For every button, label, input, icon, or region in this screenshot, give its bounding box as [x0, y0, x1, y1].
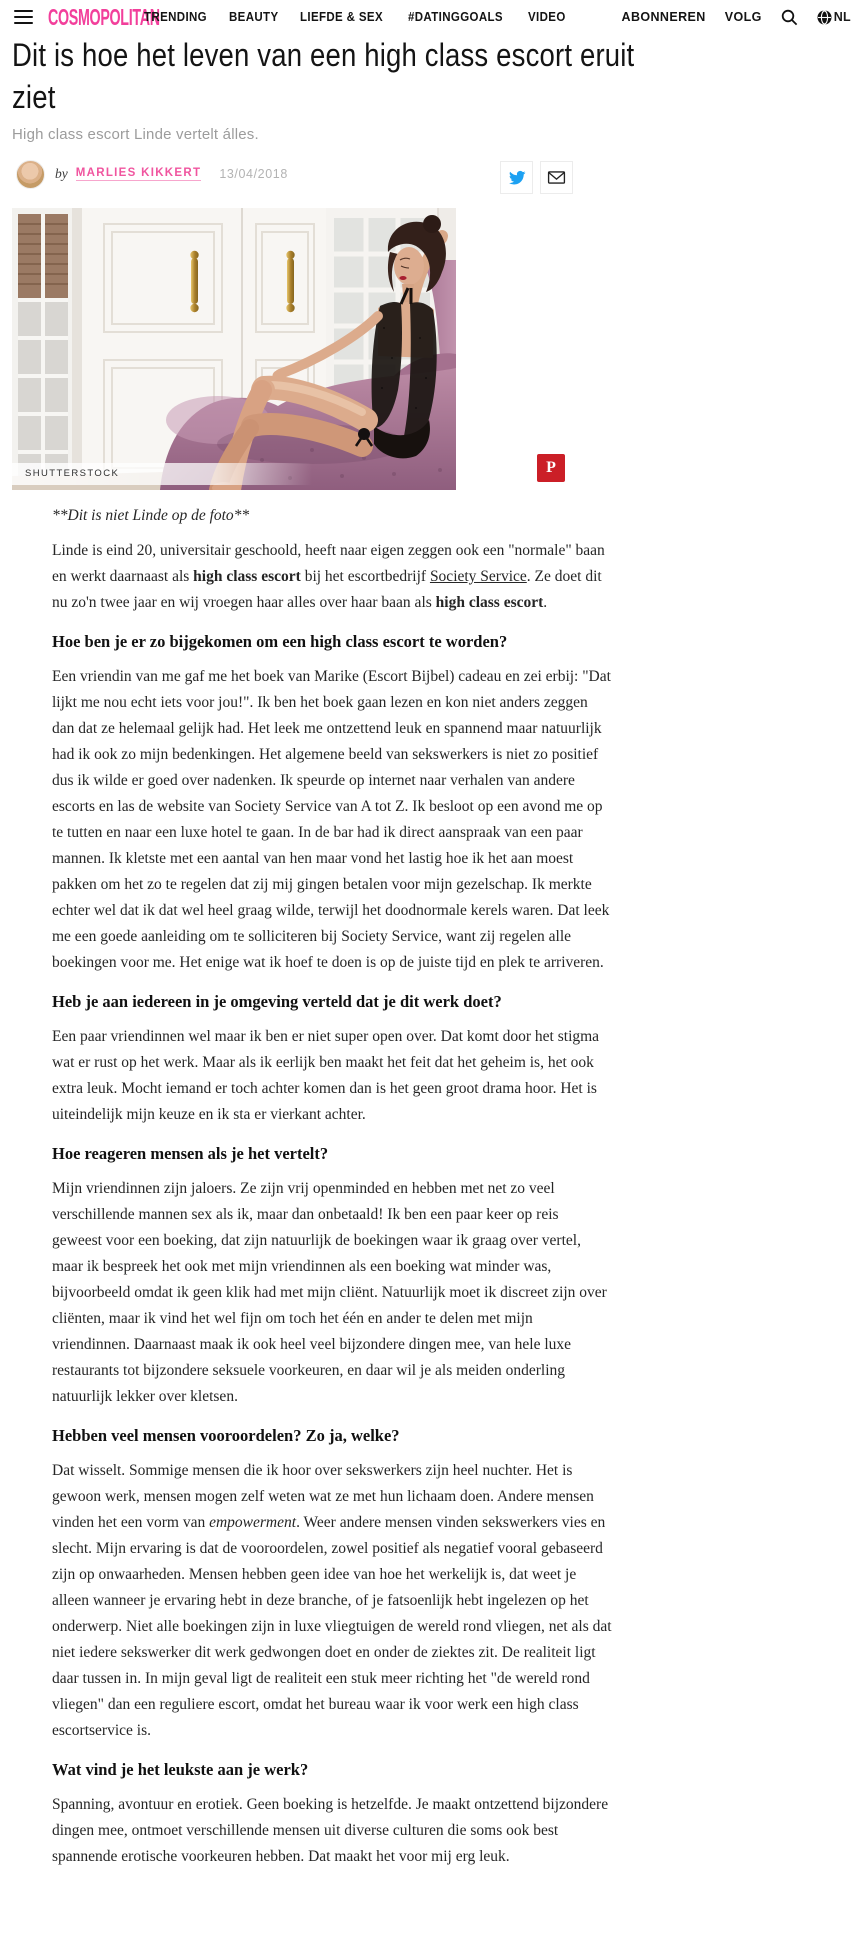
question-heading: [52, 988, 612, 1015]
text-run: Wat vind je het leukste aan je werk?: [52, 1760, 309, 1779]
byline-prefix: by: [55, 166, 68, 181]
share-twitter-button[interactable]: [500, 161, 533, 194]
nav-link-trending[interactable]: TRENDING: [144, 10, 208, 24]
nav-link-video[interactable]: VIDEO: [527, 10, 566, 24]
text-run: Mijn vriendinnen zijn jaloers. Ze zijn vrij openminded en hebben met net zo veel verschillende mannen sex als ik, maar dan onbetaald! Ik ben een paar keer op reis geweest voor een boeking, dat zijn natuurlijk de boekingen waar ik graag over vertel, maar ik bespreek het ook met mijn vriendinnen als een boeking wat minder was, bijvoorbeeld omdat ik geen klik had met mijn cliënt. Natuurlijk moet ik discreet zijn over cliënten, maar ik vind het wel fijn om toch het één en ander te delen met mijn vriendinnen. Daarnaast maak ik ook heel veel bijzondere dingen mee, van hele luxe restaurants tot bijzondere seksuele voorkeuren, en daar wil je als meiden onderling natuurlijk lekker over kletsen.: [52, 1180, 607, 1405]
article-subtitle: High class escort Linde vertelt álles.: [12, 126, 259, 143]
menu-icon[interactable]: [14, 10, 33, 24]
text-run: Een vriendin van me gaf me het boek van Marike (Escort Bijbel) cadeau en zei erbij: "Dat lijkt me nou echt iets voor jou!". Ik ben het boek gaan lezen en kon niet anders zeggen dan dat ze helemaal gelijk had. Het leek me ontzettend leuk en spannend maar natuurlijk had ik ook zo mijn bedenkingen. Het algemene beeld van sekswerkers is niet zo positief dus ik wilde er goed over nadenken. Ik speurde op internet naar verhalen van andere escorts en las de website van Society Service van A tot Z. Ik besloot op een avond me op te tutten en naar een luxe hotel te gaan. In de bar had ik direct aanspraak van een paar mannen. Ik kletste met een aantal van hen maar vond het lastig hoe ik het aan moest pakken om het zo te regelen dat zij mij gingen betalen voor mijn gezelschap. Ik merkte echter wel dat ik dat wel heel graag wilde, terwijl het doodnormale kerels waren. Dat leek me een goede aanleiding om te solliciteren bij Society Service, want zij regelen alle boekingen voor me. Het enige wat ik hoef te doen is op de juiste tijd en plek te arriveren.: [52, 668, 611, 971]
article-paragraph: [52, 664, 612, 976]
text-run: Hoe reageren mensen als je het vertelt?: [52, 1144, 329, 1163]
question-heading: [52, 628, 612, 655]
search-icon[interactable]: [781, 9, 798, 26]
mail-icon: [547, 169, 566, 186]
text-run: Linde is eind 20, universitair geschoold, heeft naar eigen zeggen ook een "normale" baan en werkt daarnaast als: [52, 542, 605, 585]
hero-image: [12, 208, 456, 490]
nav-link-datinggoals[interactable]: #DATINGGOALS: [407, 10, 503, 24]
question-heading: [52, 1140, 612, 1167]
nav-link-abonneren[interactable]: ABONNEREN: [621, 10, 706, 24]
question-heading: [52, 1422, 612, 1449]
text-run: . Weer andere mensen vinden sekswerkers vies en slecht. Mijn ervaring is dat de vooroordelen, zowel positief als negatief vooral gebaseerd zijn op onwaarheden. Mensen hebben geen idee van hoe het werkelijk is, dat weet je alleen wanneer je ervaring hebt in deze branche, of je fatsoenlijk hebt ingelezen op het onderwerp. Niet alle boekingen zijn in luxe vliegtuigen de wereld rond vliegen, net als dat niet iedere sekswerker dit werk gedwongen doet en onder de ziektes zit. De realiteit ligt daar tussen in. In mijn geval ligt de realiteit een stuk meer richting het "de wereld rond vliegen" dan een reguliere escort, omdat het bureau waar ik voor werk een high class escortservice is.: [52, 1514, 612, 1739]
inline-link[interactable]: Society Service: [429, 568, 527, 585]
article-paragraph: [52, 1176, 612, 1410]
text-run: . Ze doet dit nu zo'n twee jaar en wij vroegen haar alles over haar baan als: [52, 568, 602, 611]
text-run: bij het escortbedrijf: [300, 568, 430, 585]
text-run: .: [543, 594, 548, 611]
article-title: Dit is hoe het leven van een high class escort eruit ziet: [12, 37, 635, 115]
twitter-icon: [508, 169, 526, 187]
author-link[interactable]: MARLIES KIKKERT: [75, 167, 202, 179]
text-run: high class escort: [435, 594, 544, 611]
text-run: Hoe ben je er zo bijgekomen om een high class escort te worden?: [52, 632, 508, 651]
pinterest-save-button[interactable]: [537, 454, 565, 482]
nav-link-liefde-sex[interactable]: LIEFDE & SEX: [300, 10, 384, 24]
text-run: Heb je aan iedereen in je omgeving verteld dat je dit werk doet?: [52, 992, 502, 1011]
text-run: high class escort: [193, 568, 301, 585]
article-paragraph: [52, 1024, 612, 1128]
text-run: empowerment: [209, 1514, 297, 1531]
top-nav: [0, 0, 865, 34]
globe-icon: [817, 10, 832, 25]
pinterest-icon: P: [546, 459, 556, 476]
nav-right: [622, 9, 851, 26]
author-avatar[interactable]: [16, 160, 45, 189]
article-body: [52, 494, 612, 1870]
primary-nav: [144, 10, 569, 24]
photo-credit: SHUTTERSTOCK: [12, 463, 312, 485]
article-paragraph: [52, 1458, 612, 1744]
article-paragraph: [52, 538, 612, 616]
text-run: Hebben veel mensen vooroordelen? Zo ja, welke?: [52, 1426, 400, 1445]
nav-link-volg[interactable]: VOLG: [724, 10, 762, 24]
text-run: Een paar vriendinnen wel maar ik ben er niet super open over. Dat komt door het stigma wat er rust op het werk. Maar als ik eerlijk ben maakt het feit dat het geheim is, het ook extra leuk. Mocht iemand er toch achter komen dan is het geen groot drama hoor. Het is uiteindelijk mijn keuze en ik sta er vierkant achter.: [52, 1028, 600, 1123]
share-email-button[interactable]: [540, 161, 573, 194]
text-run: **Dit is niet Linde op de foto**: [52, 507, 250, 524]
cosmopolitan-logo[interactable]: COSMOPOLITAN: [48, 3, 160, 30]
nav-link-beauty[interactable]: BEAUTY: [229, 10, 279, 24]
locale-switcher[interactable]: [817, 10, 851, 25]
text-run: Dat wisselt. Sommige mensen die ik hoor over sekswerkers zijn heel nuchter. Het is gewoon werk, mensen mogen zelf weten wat ze met hun lichaam doen. Andere mensen vinden het een vorm van: [52, 1462, 594, 1531]
byline: [16, 157, 288, 191]
text-run: Spanning, avontuur en erotiek. Geen boeking is hetzelfde. Je maakt ontzettend bijzondere dingen mee, ontmoet verschillende mensen uit diverse culturen die soms ook best spannende erotische voorkeuren hebben. Dat maakt het voor mij erg leuk.: [52, 1796, 609, 1865]
question-heading: [52, 1756, 612, 1783]
locale-label: NL: [833, 10, 851, 24]
publish-date: 13/04/2018: [219, 167, 288, 181]
photo-disclaimer: [52, 503, 612, 529]
article-paragraph: [52, 1792, 612, 1870]
